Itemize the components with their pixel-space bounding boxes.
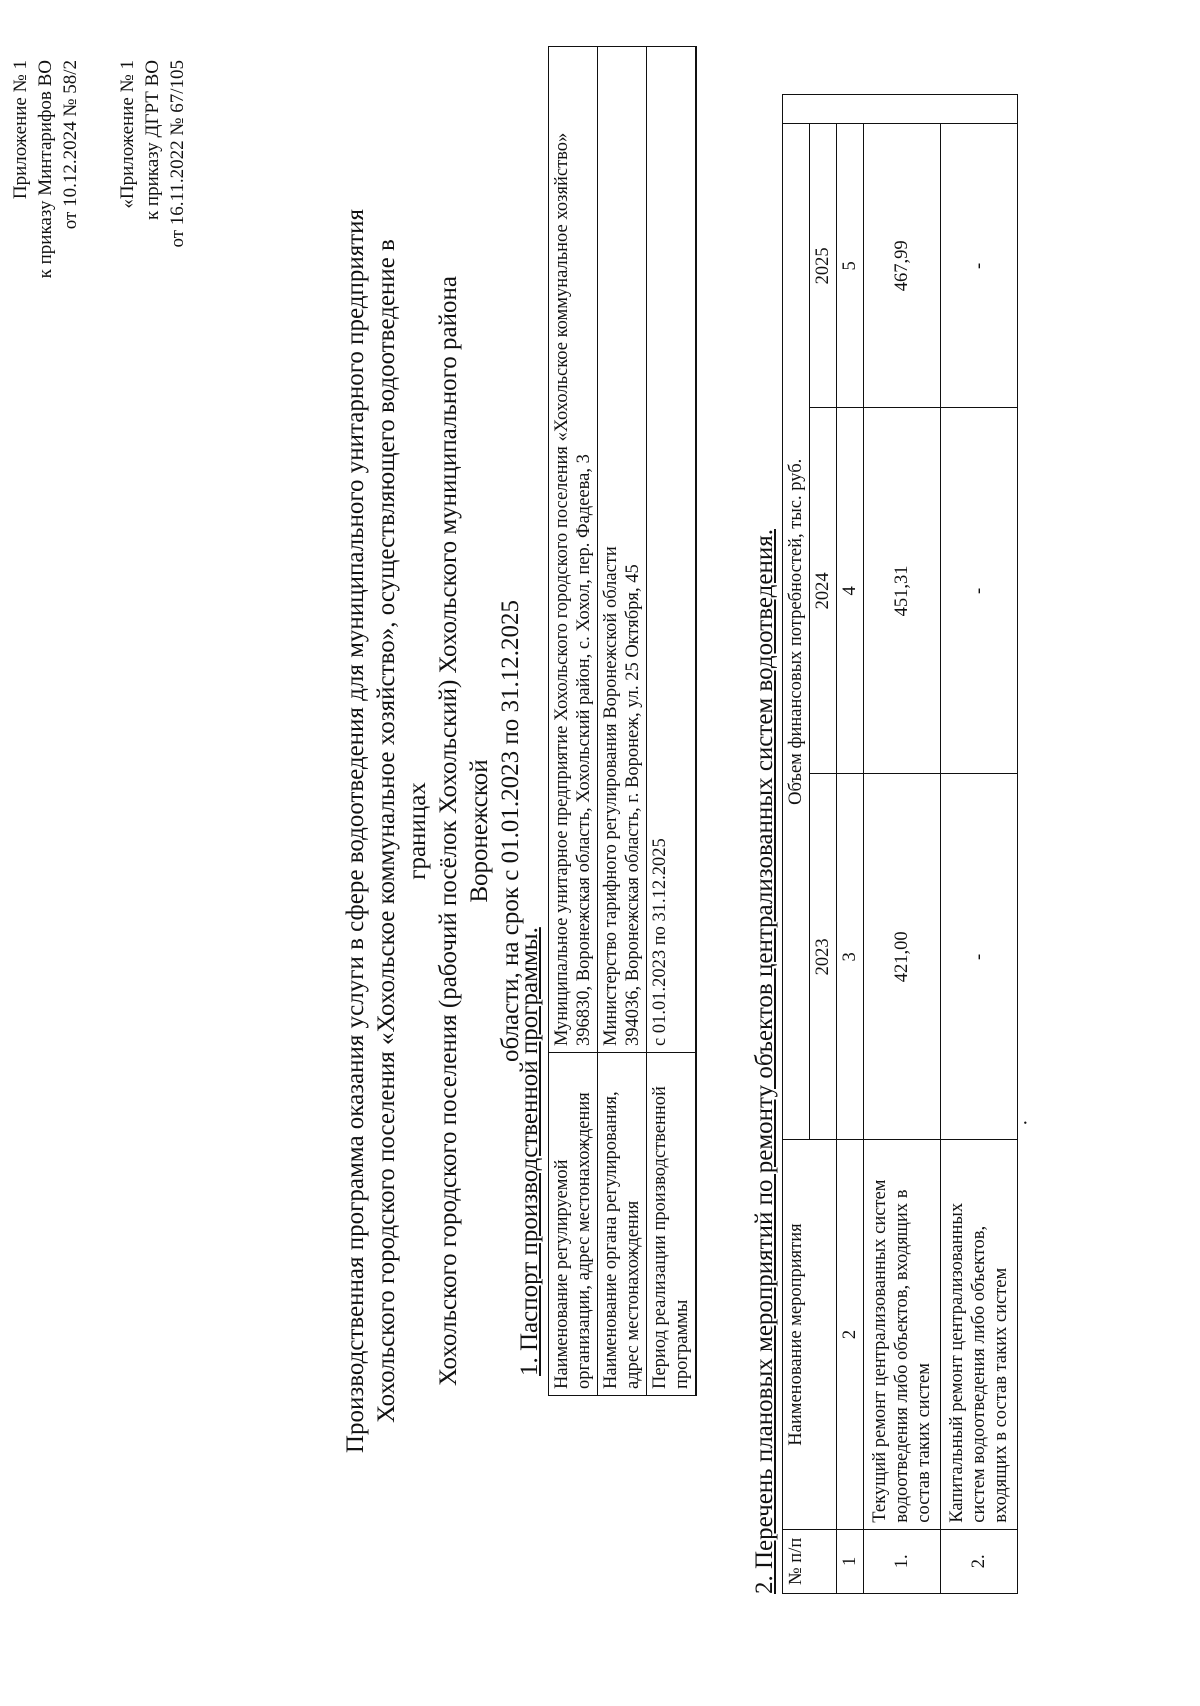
row-value-2025: - <box>941 124 1018 408</box>
passport-label: Период реализации производственной программы <box>647 1053 697 1396</box>
passport-value-line: Муниципальное унитарное предприятие Хохольского городского поселения «Хохольское коммунальное хозяйство» <box>552 132 572 1046</box>
events-header-row <box>783 95 810 1594</box>
col-name-header: Наименование мероприятия <box>783 1140 837 1529</box>
header-previous-order <box>115 60 190 248</box>
title-line: области, на срок с 01.01.2023 по 31.12.2025 <box>497 600 524 1063</box>
title-line: Производственная программа оказания услуги в сфере водоотведения для муниципального унитарного предприятия <box>342 208 369 1454</box>
section2-heading: 2. Перечень плановых мероприятий по ремонту объектов централизованных систем водоотведения. <box>751 529 778 1594</box>
document-title <box>340 206 526 1456</box>
row-value-2023: 421,00 <box>864 774 941 1140</box>
passport-label: Наименование регулируемой организации, адрес местонахождения <box>549 1053 598 1396</box>
row-value-2023: - <box>941 774 1018 1140</box>
passport-table <box>548 46 697 1396</box>
col-2025-header: 2025 <box>810 124 837 408</box>
header-previous-line: «Приложение № 1 <box>117 60 138 209</box>
colnum-cell: 1 <box>837 1529 864 1593</box>
header-previous-line: к приказу ДГРТ ВО <box>142 60 163 221</box>
passport-value: с 01.01.2023 по 31.12.2025 <box>647 47 697 1053</box>
colnum-cell: 2 <box>837 1140 864 1529</box>
table-row <box>941 95 1018 1594</box>
col-volume-header: Объем финансовых потребностей, тыс. руб. <box>783 124 810 1140</box>
row-num: 1. <box>864 1529 941 1593</box>
header-current-line: от 10.12.2024 № 58/2 <box>60 60 81 230</box>
passport-label: Наименование органа регулирования, адрес местонахождения <box>598 1053 647 1396</box>
header-previous-line: от 16.11.2022 № 67/105 <box>167 60 188 248</box>
section1-heading: 1. Паспорт производственной программы. <box>516 927 543 1376</box>
passport-row <box>549 47 598 1396</box>
title-line: Хохольского городского поселения «Хохольское коммунальное хозяйство», осуществляющего водоотведение в границах <box>373 239 431 1423</box>
events-table <box>782 94 1018 1594</box>
colnum-cell: 3 <box>837 774 864 1140</box>
row-value-2025: 467,99 <box>864 124 941 408</box>
scan-speck: · <box>1015 1119 1037 1126</box>
row-value-2024: 451,31 <box>864 408 941 774</box>
row-num: 2. <box>941 1529 1018 1593</box>
events-colnum-row <box>837 95 864 1594</box>
passport-value-line: 396830, Воронежская область, Хохольский район, с. Хохол, пер. Фадеева, 3 <box>574 454 594 1046</box>
col-2024-header: 2024 <box>810 408 837 774</box>
header-current-order <box>8 60 83 278</box>
passport-value-line: 394036, Воронежская область, г. Воронеж, ул. 25 Октября, 45 <box>623 564 643 1046</box>
col-2023-header: 2023 <box>810 774 837 1140</box>
header-current-line: к приказу Минтарифов ВО <box>35 60 56 279</box>
col-num-header: № п/п <box>783 1529 837 1593</box>
title-line: Хохольского городского поселения (рабочий посёлок Хохольский) Хохольского муниципального района Воронежской <box>435 276 493 1386</box>
passport-row <box>598 47 647 1396</box>
passport-row <box>647 47 697 1396</box>
colnum-cell: 4 <box>837 408 864 774</box>
passport-value-line: Министерство тарифного регулирования Воронежской области <box>601 546 621 1046</box>
row-value-2024: - <box>941 408 1018 774</box>
passport-value <box>598 47 647 1053</box>
table-row <box>864 95 941 1594</box>
passport-value <box>549 47 598 1053</box>
row-name: Капитальный ремонт централизованных систем водоотведения либо объектов, входящих в состав таких систем <box>941 1140 1018 1529</box>
blank-column <box>783 95 1018 124</box>
colnum-cell: 5 <box>837 124 864 408</box>
header-current-line: Приложение № 1 <box>10 60 31 200</box>
row-name: Текущий ремонт централизованных систем водоотведения либо объектов, входящих в состав таких систем <box>864 1140 941 1529</box>
